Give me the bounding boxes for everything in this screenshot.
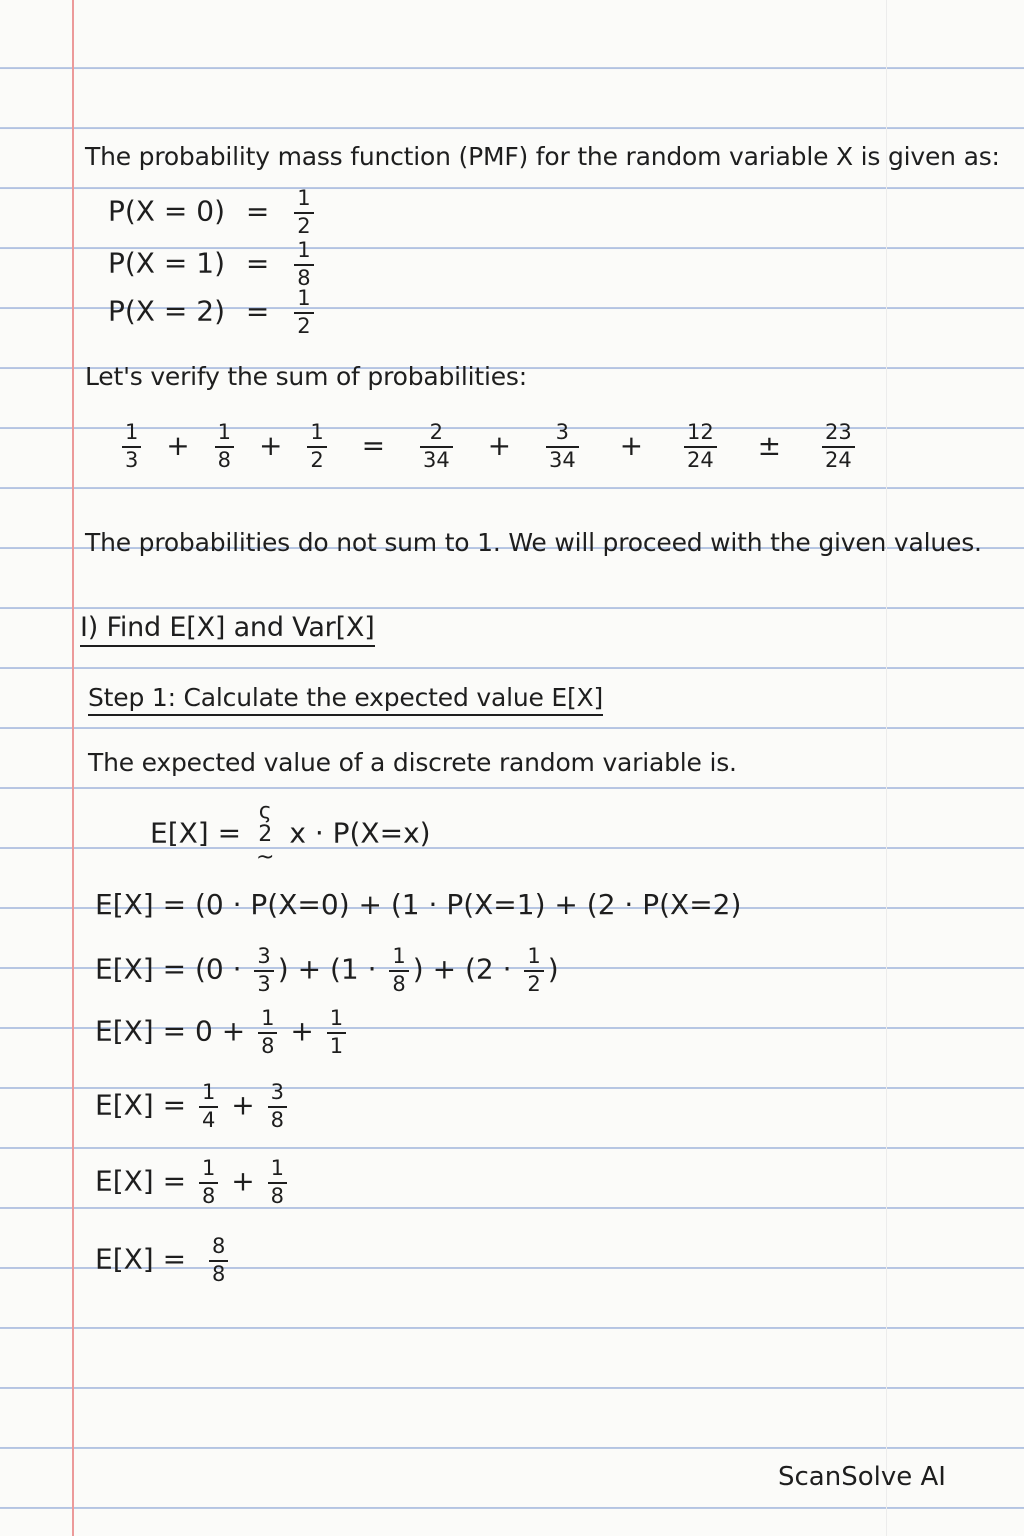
formula-rhs: x · P(X=x) xyxy=(289,816,431,850)
ex-line-2: E[X] = (0 · $\frac{3}{3}$ ) + (1 · $\frac{1}{8}$ ) + (2 · $\frac{1}{2}$ ) xyxy=(95,944,559,996)
operator: + xyxy=(258,428,283,462)
fraction: $\frac{1}{2}$ xyxy=(294,288,313,337)
brand-watermark: ScanSolve AI xyxy=(778,1462,946,1492)
pmf-lhs: P(X = 1) xyxy=(108,246,225,280)
ex-line-3: E[X] = 0 + $\frac{1}{8}$ + $\frac{1}{1}$ xyxy=(95,1008,350,1057)
fraction: $\frac{1}{8}$ xyxy=(215,422,234,471)
faint-margin-line xyxy=(886,0,887,1536)
fraction: $\frac{1}{2}$ xyxy=(307,422,326,471)
fraction: $\frac{3}{3}$ xyxy=(254,946,273,995)
operator: + xyxy=(166,428,190,462)
operator: = xyxy=(361,428,386,462)
expected-value-formula xyxy=(150,800,431,869)
fraction: $\frac{23}{24}$ xyxy=(822,422,855,471)
fraction: $\frac{1}{8}$ xyxy=(268,1158,287,1207)
operator: + xyxy=(619,428,644,462)
section-heading: I) Find E[X] and Var[X] xyxy=(80,612,375,643)
ex-line-4: E[X] = $\frac{1}{4}$ + $\frac{3}{8}$ xyxy=(95,1082,291,1131)
red-margin-line xyxy=(72,0,74,1536)
equals-sign: = xyxy=(245,294,270,328)
note-text: The probabilities do not sum to 1. We will proceed with the given values. xyxy=(85,528,982,557)
equals-sign: = xyxy=(245,194,270,228)
ex-line-1: E[X] = (0 · P(X=0) + (1 · P(X=1) + (2 · P(X=2) xyxy=(95,888,742,921)
intro-text: The probability mass function (PMF) for the random variable X is given as: xyxy=(85,142,1000,171)
verify-text: Let's verify the sum of probabilities: xyxy=(85,362,527,391)
operator: + xyxy=(487,428,512,462)
equals-sign: = xyxy=(245,246,270,280)
definition-text: The expected value of a discrete random variable is. xyxy=(88,748,737,777)
sum-equation xyxy=(118,422,859,471)
fraction: $\frac{1}{8}$ xyxy=(199,1158,218,1207)
fraction: $\frac{1}{8}$ xyxy=(294,240,313,289)
fraction: $\frac{1}{3}$ xyxy=(122,422,141,471)
ex-line-5: E[X] = $\frac{1}{8}$ + $\frac{1}{8}$ xyxy=(95,1158,291,1207)
fraction: $\frac{8}{8}$ xyxy=(209,1236,228,1285)
fraction: $\frac{1}{4}$ xyxy=(199,1082,218,1131)
pmf-line-2 xyxy=(108,288,318,337)
fraction: $\frac{3}{34}$ xyxy=(546,422,579,471)
fraction: $\frac{1}{1}$ xyxy=(327,1008,346,1057)
fraction: $\frac{1}{2}$ xyxy=(524,946,543,995)
operator: ± xyxy=(757,428,782,462)
formula-lhs: E[X] = xyxy=(150,816,242,850)
fraction: $\frac{1}{8}$ xyxy=(258,1008,277,1057)
step-1-heading: Step 1: Calculate the expected value E[X] xyxy=(88,683,603,712)
sigma-symbol: ς 2 ~ xyxy=(256,799,275,871)
pmf-line-1 xyxy=(108,240,318,289)
fraction: $\frac{2}{34}$ xyxy=(420,422,453,471)
fraction: $\frac{1}{8}$ xyxy=(389,946,408,995)
pmf-lhs: P(X = 2) xyxy=(108,294,225,328)
pmf-lhs: P(X = 0) xyxy=(108,194,225,228)
pmf-line-0 xyxy=(108,188,318,237)
fraction: $\frac{12}{24}$ xyxy=(684,422,717,471)
fraction: $\frac{3}{8}$ xyxy=(268,1082,287,1131)
fraction: $\frac{1}{2}$ xyxy=(294,188,313,237)
ex-line-6: E[X] = $\frac{8}{8}$ xyxy=(95,1236,232,1285)
